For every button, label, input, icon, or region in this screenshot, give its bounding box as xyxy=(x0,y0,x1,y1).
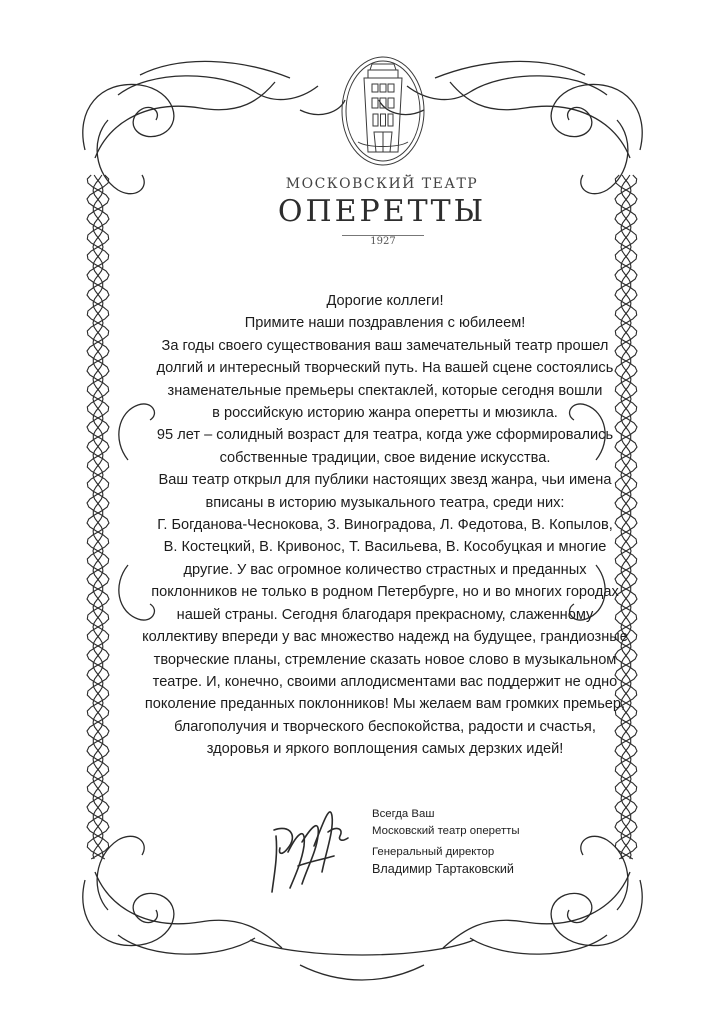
signer-position: Генеральный директор xyxy=(372,846,495,858)
letter-congrats: Примите наши поздравления с юбилеем! xyxy=(244,315,526,332)
theatre-building-emblem-icon xyxy=(338,52,428,170)
handwritten-signature-icon xyxy=(268,796,354,896)
logo-title: ОПЕРЕТТЫ xyxy=(277,194,487,229)
logo-theatre-name: МОСКОВСКИЙ ТЕАТР xyxy=(285,176,479,192)
closing-organization: Московский театр оперетты xyxy=(372,825,520,837)
letter-greeting: Дорогие коллеги! xyxy=(326,293,444,309)
logo-year: 1927 xyxy=(370,236,396,247)
closing-block xyxy=(372,806,632,878)
closing-line: Всегда Ваш xyxy=(372,808,435,820)
signer-name: Владимир Тартаковский xyxy=(372,862,514,876)
letter-paragraph: Ваш театр открыл для публики настоящих звезд жанра, чьи имена вписаны в историю музыкального театра, среди них: Г. Богданова-Чеснокова, З. Виноградова, Л. Федотова, В. Копылов, В. Костецкий, В. Кривонос, Т. Васильева, В. Кособуцкая и многие другие. У вас огромное количество страстных и преданных поклонников не только в родном Петербурге, но и во многих городах нашей страны. Сегодня благодаря прекрасному, слаженному коллективу впереди у вас множество надежд на будущее, грандиозные творческие планы, стремление сказать новое слово в музыкальном театре. И, конечно, своими аплодисментами вас поддержит не одно поколение преданных поклонников! Мы желаем вам громких премьер, благополучия и творческого беспокойства, радости и счастья, здоровья и яркого воплощения самых дерзких идей! xyxy=(142,472,628,758)
letter-paragraph: 95 лет – солидный возраст для театра, когда уже сформировались собственные традиции, свое видение искусства. xyxy=(156,427,614,466)
letter-paragraph: За годы своего существования ваш замечательный театр прошел долгий и интересный творческий путь. На вашей сцене состоялись знаменательные премьеры спектаклей, которые сегодня вошли в российскую историю жанра оперетты и мюзикла. xyxy=(156,337,614,422)
letter-body xyxy=(132,290,638,761)
